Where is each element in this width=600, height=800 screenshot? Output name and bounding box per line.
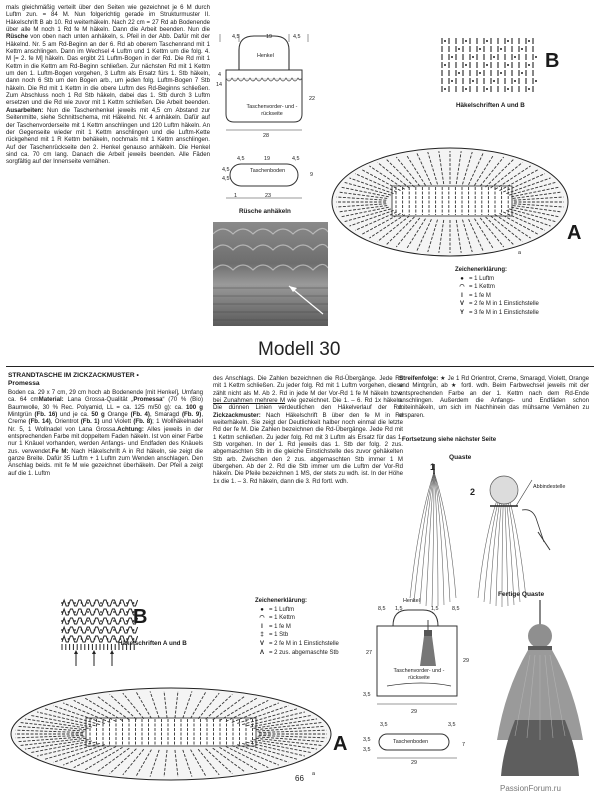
label-35c: 3,5 — [363, 747, 371, 753]
label-45a: 4,5 — [232, 34, 240, 40]
label-19: 19 — [266, 34, 272, 40]
instructions-continued — [6, 4, 210, 166]
fertige-quaste-title: Fertige Quaste — [498, 591, 545, 598]
ruffle-photo — [213, 222, 328, 326]
tassel-step-2: 2 — [470, 487, 476, 497]
text-segment: “ (70 % (Bio) Baumwolle, 30 % Rec. Polyamid, LL = ca. 125 m/50 g): ca. — [8, 396, 203, 411]
text-segment: ★ Je 1 Rd Orientrot, Creme, Smaragd, Violett, Orange und Mintgrün, ab ★ fortl. wdh. Beim Farbwechsel jeweils mit der entsprechenden Farbe an der 1. Kettm nach dem Rd-Ende anschlingen. Außerdem die Anfangs- und Endfäden schon miteinhäkeln, um sich im Nachhinein das mühsame Vernähen zu ersparen. — [399, 375, 589, 419]
label-85a: 8,5 — [378, 606, 386, 612]
legend-row — [255, 614, 339, 623]
text-segment: von oben nach unten anhäkeln, s. Pfeil in der Abb. Dafür mit der Häkelnd. Nr. 5 am Rd-Beginn an der 6. Rd ab oberem Taschenrand mit 1 Kettm anschlingen. Dann im Wechsel 4 Luftm und 1 Kettm um die folg. 4. M [= 2. fe M] häkeln. Das ergibt 21 Luftm-Bogen in der Rd. Die Rd mit 1 Kettm in die Kettm am Rd-Beginn schließen. Zur nächsten Rd mit 1 Kettm um den 1. Luftm-Bogen vorgehen, 3 Luftm als Ersatz fürs 1. Stb häkeln, dann noch 6 Stb um den Bogen arb., um jeden folg. Luftm-Bogen 7 Stb häkeln. Die Rd mit 1 Kettm in die obere Luftm des Rd-Beginns schließen. Zum Abschluss noch 1 Rd Stb häkeln, dabei das 1. Stb durch 3 Luftm ersetzen und die Rd wie zuvor mit 1 Kettm schließen. Die Arbeit beenden. — [6, 33, 210, 107]
text-segment: wie gezeichnet. Die 1. – 6. Rd 1x häkeln. Die dünnen Linien verdeutlichen den Häkelverlauf der Rd. — [213, 397, 403, 412]
fortsetzung: Fortsetzung siehe nächster Seite — [402, 437, 497, 443]
text-segment: Nun die Taschenhenkel jeweils mit 4,5 cm Abstand zur Seitenmitte, siehe Schnittschema, mit Häkelnd. Nr. 4 anhäkeln. Dafür auf der Taschenvorderseite mit 1 Kettm anschlingen und 120 Luftm häkeln. An der Gegenseite wieder mit 1 Kettm anschlingen und die Luftm-Kette rückgehend mit 1 R Kettm behäkeln, nochmals mit 1 Kettm anschlingen. Auf der Taschenrückseite den 2. Henkel genauso anhäkeln. Die Henkel sind ca. 70 cm lang. Danach die Arbeit jeweils beenden. Alle Fäden sorgfältig auf der Innenseite vernähen. — [6, 106, 210, 166]
label-45b: 4,5 — [293, 34, 301, 40]
watermark: PassionForum.ru — [500, 784, 561, 793]
label-b29: 29 — [411, 760, 417, 766]
label-22: 22 — [309, 96, 315, 102]
label-b45a: 4,5 — [237, 156, 245, 162]
legend-bottom — [255, 597, 339, 657]
caption-haekelschriften-top: Häkelschriften A und B — [456, 102, 525, 109]
abbindestelle-label: Abbindestelle — [533, 484, 566, 490]
caption-ruesche: Rüsche anhäkeln — [239, 208, 291, 215]
label-27: 27 — [366, 650, 372, 656]
label-15a: 1,5 — [395, 606, 403, 612]
legend-text: = 1 Stb — [269, 632, 289, 639]
label-7: 7 — [462, 742, 465, 748]
label-a-bottom: A — [333, 733, 348, 755]
text-segment: 100 g — [185, 403, 203, 411]
text-segment: Fe M: — [51, 447, 69, 455]
legend-text: = 2 zus. abgemaschte Stb — [269, 649, 339, 656]
legend-text: = 2 fe M in 1 Einstichstelle — [469, 301, 539, 308]
legend-row — [455, 309, 539, 318]
instructions-col-2 — [213, 375, 403, 485]
label-b-bottom: B — [133, 606, 148, 628]
text-segment: Rüsche — [6, 33, 29, 41]
label-b19: 19 — [264, 156, 270, 162]
instructions-col-1 — [8, 389, 203, 477]
label-a-small-top: a — [518, 250, 521, 256]
tassel-title: Quaste — [449, 454, 472, 461]
label-9: 9 — [310, 172, 313, 178]
legend-symbol: Λ — [259, 649, 264, 656]
text-segment: ; 1 Wollhäkelnadel Nr. 5, 1 Wollnadel von Lana Grossa. — [8, 418, 203, 433]
label-23: 23 — [265, 193, 271, 199]
label-29: 29 — [463, 658, 469, 664]
legend-symbol: I — [261, 623, 263, 630]
legend-text: = 1 Luftm — [269, 606, 295, 613]
legend-bottom-title: Zeichenerklärung: — [255, 598, 308, 604]
legend-symbol: ◠ — [259, 615, 265, 622]
label-body: Taschenvorder- und -rückseite — [246, 104, 298, 117]
text-segment: Achtung: — [117, 425, 144, 433]
text-segment: Mintgrün — [8, 411, 35, 419]
label-b45b: 4,5 — [292, 156, 300, 162]
legend-symbol: I — [461, 292, 463, 299]
label-35a: 3,5 — [363, 692, 371, 698]
legend-symbol: V — [259, 640, 264, 647]
text-segment: , Orientrot — [50, 418, 81, 426]
page-number: 66 — [295, 774, 304, 783]
label-b-top: B — [545, 50, 560, 72]
legend-symbol: ‡ — [260, 632, 264, 639]
legend-text: = 1 Kettm — [269, 615, 295, 622]
bag-pattern-schema — [214, 32, 324, 232]
legend-text: = 1 Kettm — [469, 284, 495, 291]
legend-symbol: ◠ — [459, 284, 465, 291]
legend-row — [455, 283, 539, 292]
text-segment: (Fb. 8) — [133, 418, 153, 426]
legend-row — [255, 606, 339, 615]
yarn-name: Promessa — [8, 380, 40, 387]
label-29b: 29 — [411, 709, 417, 715]
instructions-col-3 — [399, 375, 589, 419]
text-segment: Orange — [104, 411, 131, 419]
legend-row — [255, 623, 339, 632]
legend-symbol: ● — [460, 275, 464, 282]
label-henkel: Henkel — [257, 53, 274, 59]
text-segment: (Fb. 16) — [34, 411, 58, 419]
text-segment: Material: — [38, 396, 64, 404]
legend-text: = 1 fe M — [269, 623, 291, 630]
legend-row — [455, 292, 539, 301]
legend-row — [455, 275, 539, 284]
label-14: 14 — [216, 82, 222, 88]
text-segment: 50 g — [91, 411, 105, 419]
legend-row — [255, 631, 339, 640]
label-body-b: Taschenvorder- und -rückseite — [393, 668, 445, 681]
text-segment: mals gleichmäßig verteilt über den Seiten wie gezeichnet je 6 M durch Luftm zun. = 84 M. Nun folgerichtig gerade im Strukturmuster II. Häkelschrift B ab 10. Rd weiterhäkeln. Nach 22 cm = 27 Rd ab Bodenende über alle M noch 1 Rd fe M häkeln. Dann die Arbeit beenden. Nun die — [6, 4, 210, 34]
legend-symbol: Y — [459, 309, 464, 316]
legend-text: = 2 fe M in 1 Einstichstelle — [269, 640, 339, 647]
label-boden: Taschenboden — [250, 168, 286, 174]
text-segment: Promessa — [133, 396, 163, 404]
legend-row — [255, 649, 339, 658]
legend-row — [255, 640, 339, 649]
legend-row — [455, 300, 539, 309]
text-segment: und Violett — [99, 418, 134, 426]
text-segment: des Anschlags. Die Zahlen bezeichnen die Rd-Übergänge. Jede Rd mit 1 Kettm schließen. Zu jeder folg. Rd mit 1 Luftm vorgehen, diese zählt nicht als M. Ab 2. Rd in jede M der Vor-Rd 1 fe M häkeln bzw. — [213, 375, 403, 397]
text-segment: Alles jeweils in der entsprechenden Farbe mit doppeltem Faden häkeln. Ist von einer Farbe nur 1 Knäuel vorhanden, werden Anfangs- und Endfaden des Knäuels zus. verwendet. — [8, 425, 203, 455]
legend-text: = 1 fe M — [469, 292, 491, 299]
text-segment: (Fb. 9) — [181, 411, 202, 419]
text-segment: Zickzackmuster: — [213, 411, 261, 419]
text-segment: Boden ca. 29 x 7 cm, 29 cm hoch ab Bodenende [mit Henkel], Umfang ca. 64 cm — [8, 389, 203, 404]
text-segment: Streifenfolge: — [399, 375, 439, 382]
text-segment: , Creme — [8, 411, 204, 426]
finished-tassel-photo — [485, 600, 595, 780]
legend-text: = 3 fe M in 1 Einstichstelle — [469, 309, 539, 316]
label-35b: 3,5 — [363, 737, 371, 743]
legend-symbol: ● — [260, 606, 264, 613]
text-segment: Nach Häkelschrift A in Rd häkeln, sie zeigt die ganze Breite. Dafür 35 Luftm + 1 Luftm zum Wenden anschlagen. Den Anschlag beids. mit fe M wie gezeichnet überhäkeln. Der Pfeil a zeigt auf die 1. Luftm — [8, 447, 203, 477]
legend-text: = 1 Luftm — [469, 275, 495, 282]
label-35d: 3,5 — [380, 722, 388, 728]
text-segment: (Fb. 14) — [28, 418, 51, 426]
legend-top-title: Zeichenerklärung: — [455, 267, 508, 273]
text-segment: (Fb. 1) — [80, 418, 100, 426]
text-segment: , Smaragd — [149, 411, 182, 419]
label-henkel-b: Henkel — [403, 598, 420, 604]
label-b45l: 4,5 — [222, 167, 230, 173]
label-85b: 8,5 — [452, 606, 460, 612]
label-28: 28 — [263, 133, 269, 139]
text-segment: bei Zunahmen mehrere M — [213, 397, 286, 405]
text-segment: Ausarbeiten: — [6, 106, 44, 114]
label-35e: 3,5 — [448, 722, 456, 728]
legend-symbol: V — [459, 301, 464, 308]
text-segment: Nach Häkelschrift B über den fe M in Rd weiterhäkeln. Sie zeigt der Deutlichkeit halber noch einmal die letzte Rd der fe M. Die Zahlen bezeichnen die Rd-Übergänge. Jede Rd mit 1 Kettm schließen. Zu jeder folg. Rd mit 3 Luftm als Ersatz für das 1. Stb vorgehen. In der 1. Rd jeweils das 1. Stb der folg. 2 zus. abgemaschten Stb in die gleiche Einstichstelle des zuvor gehäkelten Stb arb. Zwischen den 2 zus. abgemaschten Stb immer 1 M übergehen. Ab der 2. Rd die Stb immer um die Luftm der Vor-Rd häkeln. Die Pfeile bezeichnen 1 MS, der stets zu wdh. ist. In der Höhe 1x die 1. – 3. Rd häkeln, dann die 3. Rd fortl. wdh. — [213, 411, 403, 485]
title-rule — [6, 366, 594, 367]
text-segment: (Fb. 4) — [130, 411, 150, 419]
label-1: 1 — [234, 193, 237, 199]
label-b45l2: 4,5 — [222, 176, 230, 182]
bag-tassel — [418, 620, 438, 670]
text-segment: und je ca. — [57, 411, 92, 419]
model-title: Modell 30 — [258, 339, 341, 360]
label-15b: 1,5 — [431, 606, 439, 612]
label-boden-b: Taschenboden — [393, 739, 429, 745]
label-a-top: A — [567, 222, 582, 244]
legend-top — [455, 266, 539, 318]
label-a-small-bottom: a — [312, 771, 315, 777]
section-title: STRANDTASCHE IM ZICKZACKMUSTER • — [8, 372, 139, 379]
tassel-step-1: 1 — [430, 462, 436, 472]
caption-haekelschriften-bottom: Häkelschriften A und B — [118, 640, 187, 647]
text-segment: Lana Grossa-Qualität „ — [63, 396, 134, 404]
label-4: 4 — [218, 72, 221, 78]
pattern-b-top — [442, 38, 537, 92]
